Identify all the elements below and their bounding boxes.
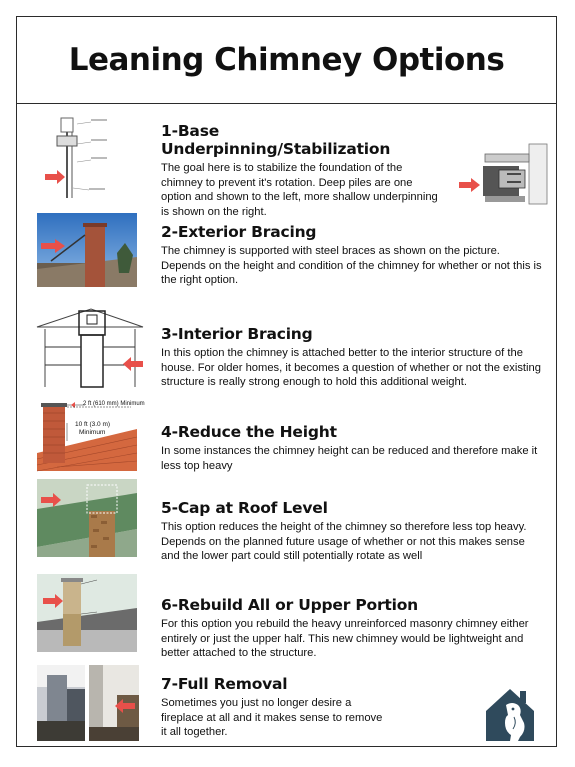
option-2 [17, 213, 556, 293]
deep-pile-diagram-image [39, 114, 109, 202]
option-body: In some instances the chimney height can be reduced and therefore make it less top heavy [161, 445, 538, 472]
title-bar [17, 17, 556, 104]
option-body: The chimney is supported with steel braces as shown on the picture. Depends on the height and condition of the chimney for whether or not this is the right option. [161, 245, 542, 286]
page-title: Leaning Chimney Options [68, 42, 505, 78]
option-heading: 5-Cap at Roof Level [161, 499, 328, 517]
removal-photo-before [37, 665, 85, 741]
option-body: Sometimes you just no longer desire a fireplace at all and it makes sense to remove it all together. [161, 697, 383, 738]
option-3-text [161, 325, 542, 390]
option-1-text [161, 122, 446, 219]
option-2-text [161, 223, 542, 288]
option-heading: 1-Base Underpinning/Stabilization [161, 122, 391, 158]
exterior-bracing-photo [37, 213, 137, 287]
option-6 [17, 574, 556, 659]
option-7-text [161, 675, 386, 740]
height-label-middle: 10 ft (3.0 m) [75, 421, 111, 428]
removal-photo-after [89, 665, 139, 741]
option-6-text [161, 596, 542, 661]
option-5-text [161, 499, 542, 564]
interior-bracing-diagram-image [35, 303, 145, 389]
height-label-bottom: Minimum [79, 429, 106, 436]
option-5 [17, 479, 556, 562]
option-7 [17, 665, 556, 743]
option-3 [17, 303, 556, 393]
content-frame [16, 16, 557, 747]
height-label-top: 2 ft (610 mm) Minimum [83, 401, 145, 407]
company-logo [480, 683, 544, 747]
option-heading: 2-Exterior Bracing [161, 223, 317, 241]
option-body: This option reduces the height of the chimney so therefore less top heavy. Depends on the planned future usage of whether or not this makes sense and the lower part could still potentially rotate as well [161, 521, 527, 562]
option-body: In this option the chimney is attached better to the interior structure of the house. For older homes, it becomes a question of whether or not the existing structure is really strong enough to hold this additional weight. [161, 347, 541, 388]
house-bear-logo-icon [480, 683, 544, 743]
height-reduction-diagram-image [37, 401, 145, 471]
cap-at-roof-diagram-image [37, 479, 137, 557]
option-4-text [161, 423, 542, 473]
option-heading: 7-Full Removal [161, 675, 288, 693]
option-body: The goal here is to stabilize the foundation of the chimney to prevent it's rotation. Deep piles are one option and shown to the left, more shallow underpinning is shown on the right. [161, 162, 438, 218]
shallow-underpinning-diagram-image [459, 144, 551, 204]
option-body: For this option you rebuild the heavy unreinforced masonry chimney either entirely or just the upper half. This new chimney would be lightweight and better attached to the structure. [161, 618, 529, 659]
option-heading: 3-Interior Bracing [161, 325, 313, 343]
option-4 [17, 401, 556, 475]
option-heading: 6-Rebuild All or Upper Portion [161, 596, 419, 614]
rebuild-chimney-diagram-image [37, 574, 137, 652]
option-heading: 4-Reduce the Height [161, 423, 337, 441]
option-1 [17, 114, 556, 218]
